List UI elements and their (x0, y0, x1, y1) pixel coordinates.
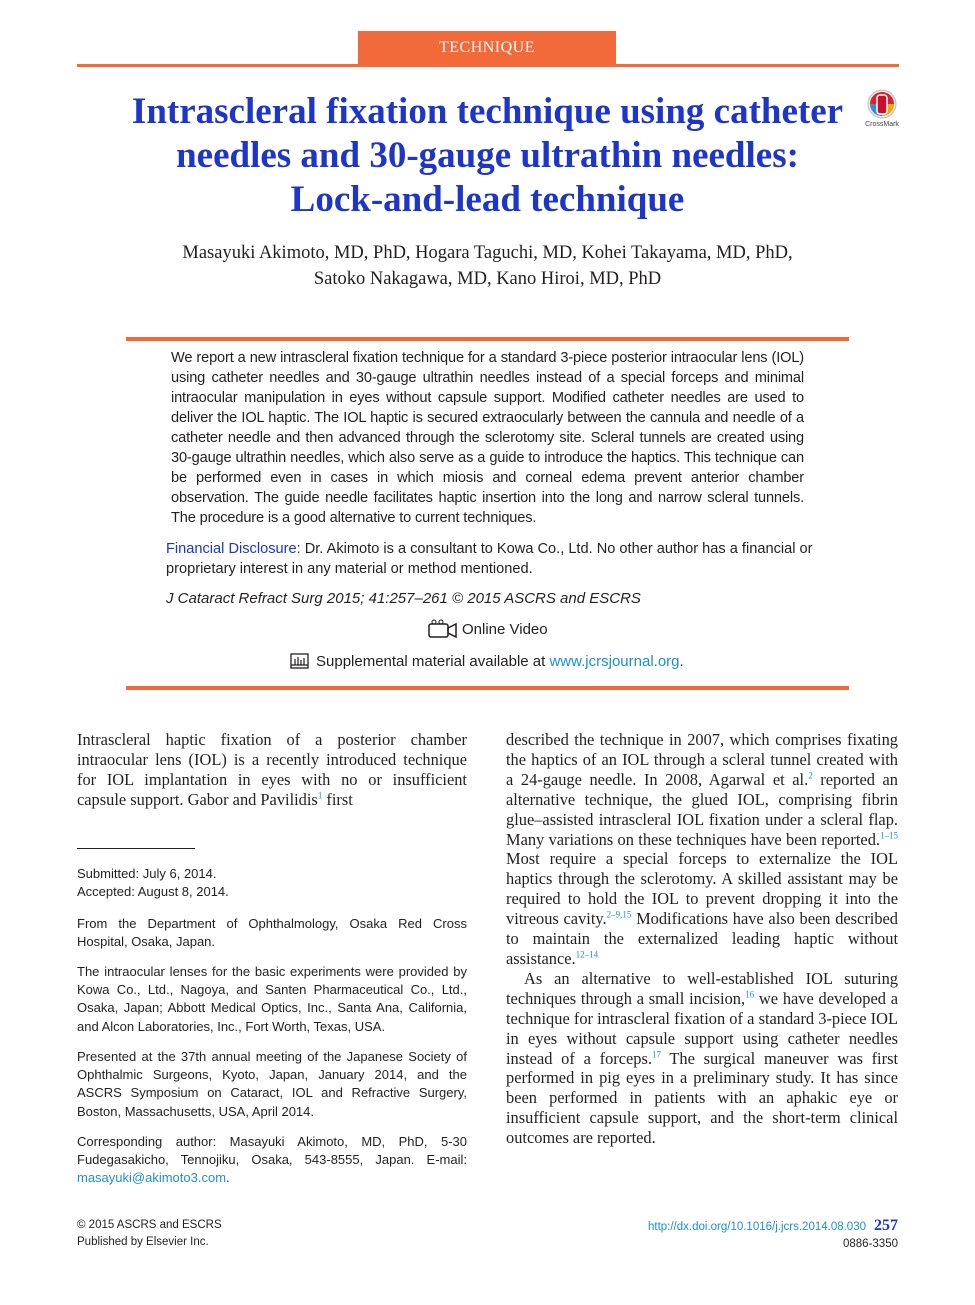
copyright: © 2015 ASCRS and ESCRS (77, 1219, 222, 1231)
submitted-date: Submitted: July 6, 2014. (77, 866, 217, 881)
reference-link[interactable]: 1 (317, 790, 323, 801)
journal-website-link[interactable]: www.jcrsjournal.org (549, 652, 680, 670)
body-column-left: Intrascleral haptic fixation of a posterior chamber intraocular lens (IOL) is a recently introduced technique for IOL implantation in eyes with no or insufficient capsule support. Gabor and Pavilidis$^1$ first (77, 730, 467, 809)
footer-right (560, 1217, 898, 1253)
paragraph: As an alternative to well-established IOL suturing techniques through a small incision,$^{16}$ we have developed a technique for intrascleral fixation of a standard 3-piece IOL in eyes without capsule support using catheter needles instead of a forceps.$^{17}$ The surgical maneuver was first performed in pig eyes in a preliminary study. It has since been performed in patients with an aphakic eye or insufficient capsule support, and the short-term clinical outcomes are reported. (506, 968, 898, 1148)
disclosure-text: Dr. Akimoto is a consultant to Kowa Co., Ltd. No other author has a financial or proprietary interest in any material or method mentioned. (166, 541, 813, 577)
authors-line-1: Masayuki Akimoto, MD, PhD, Hogara Taguchi, MD, Kohei Takayama, MD, PhD, (182, 243, 793, 263)
article-title: Intrascleral fixation technique using catheter needles and 30-gauge ultrathin needles: Lock-and-lead technique (131, 91, 844, 220)
footnote-presented: Presented at the 37th annual meeting of the Japanese Society of Ophthalmic Surgeons, Kyoto, Japan, January 2014, and the ASCRS Symposium on Cataract, IOL and Refractive Surgery, Boston, Massachusetts, USA, April 2014. (77, 1049, 467, 1119)
page-number: 257 (874, 1217, 898, 1234)
footnote-rule (77, 848, 195, 849)
author-list (90, 240, 885, 292)
footer-left (77, 1217, 222, 1251)
disclosure-label: Financial Disclosure: (166, 541, 301, 557)
footnote-dates (77, 865, 467, 901)
reference-link[interactable]: 2 (808, 770, 813, 781)
reference-link[interactable]: 17 (651, 1049, 661, 1060)
author-email-link[interactable]: masayuki@akimoto3.com (77, 1170, 227, 1186)
doi-link[interactable]: http://dx.doi.org/10.1016/j.jcrs.2014.08.030 (647, 1221, 866, 1233)
paragraph: described the technique in 2007, which comprises fixating the haptics of an IOL through a scleral tunnel created with a 24-gauge needle. In 2008, Agarwal et al.$^2$ reported an alternative technique, the glued IOL, comprising fibrin glue–assisted intrascleral IOL fixation under a scleral flap. Many variations on these techniques have been reported.$^{1-15}$ Most require a special forceps to externalize the IOL haptics through the sclerotomy. A skilled assistant may be required to hold the IOL to prevent dropping it into the vitreous cavity.$^{2-9,15}$ Modifications have also been described to maintain the externalized leading haptic without assistance.$^{12-14}$ (506, 730, 899, 968)
journal-citation: J Cataract Refract Surg 2015; 41:257–261 © 2015 ASCRS and ESCRS (166, 590, 641, 607)
online-video-label: Online Video (462, 620, 548, 638)
reference-link[interactable]: 16 (745, 989, 755, 1000)
accepted-date: Accepted: August 8, 2014. (77, 884, 229, 900)
publisher: Published by Elsevier Inc. (77, 1236, 209, 1248)
authors-line-2: Satoko Nakagawa, MD, Kano Hiroi, MD, PhD (313, 269, 662, 289)
issn: 0886-3350 (843, 1238, 898, 1250)
video-camera-icon (428, 619, 458, 639)
footnote-affiliation: From the Department of Ophthalmology, Osaka Red Cross Hospital, Osaka, Japan. (77, 916, 467, 950)
footnote-iol-source: The intraocular lenses for the basic experiments were provided by Kowa Co., Ltd., Nagoya, and Santen Pharmaceutical Co., Ltd., Osaka, Japan; Abbott Medical Optics, Inc., Santa Ana, California, and Alcon Laboratories, Inc., Fort Worth, Texas, USA. (77, 964, 467, 1034)
body-column-right (506, 730, 898, 1148)
supplemental-material-icon (290, 652, 310, 670)
crossmark-badge[interactable] (862, 88, 902, 130)
footnote-corresponding-author: Corresponding author: Masayuki Akimoto, MD, PhD, 5-30 Fudegasakicho, Tennojiku, Osaka, 543-8555, Japan. E-mail: masayuki@akimoto3.com. (77, 1134, 467, 1186)
financial-disclosure (166, 539, 816, 579)
header-rule (77, 64, 899, 67)
supplemental-text: Supplemental material available at (316, 652, 550, 670)
online-video-link[interactable] (428, 618, 548, 640)
abstract-top-rule (126, 337, 849, 341)
abstract: We report a new intrascleral fixation technique for a standard 3-piece posterior intraocular lens (IOL) using catheter needles and 30-gauge ultrathin needles instead of a special forceps and minimal intraocular manipulation in eyes without capsule support. Modified catheter needles are used to deliver the IOL haptic. The IOL haptic is secured extraocularly between the cannula and needle of a catheter needle and then advanced through the sclerotomy site. Scleral tunnels are created using 30-gauge ultrathin needles, which also serve as a guide to introduce the haptics. This technique can be performed even in cases in which miosis and corneal edema prevent anterior chamber observation. The guide needle facilitates haptic insertion into the long and narrow scleral tunnels. The procedure is a good alternative to current techniques. (171, 350, 804, 526)
crossmark-icon (862, 88, 902, 122)
crossmark-label: CrossMark (865, 121, 899, 128)
reference-link[interactable]: 12–14 (575, 949, 599, 960)
reference-link[interactable]: 1–15 (880, 830, 898, 841)
section-tag: TECHNIQUE (358, 31, 616, 65)
abstract-bottom-rule (126, 686, 849, 690)
supplemental-material: Supplemental material available at www.jcrsjournal.org. (290, 650, 684, 672)
reference-link[interactable]: 2–9,15 (606, 909, 632, 920)
